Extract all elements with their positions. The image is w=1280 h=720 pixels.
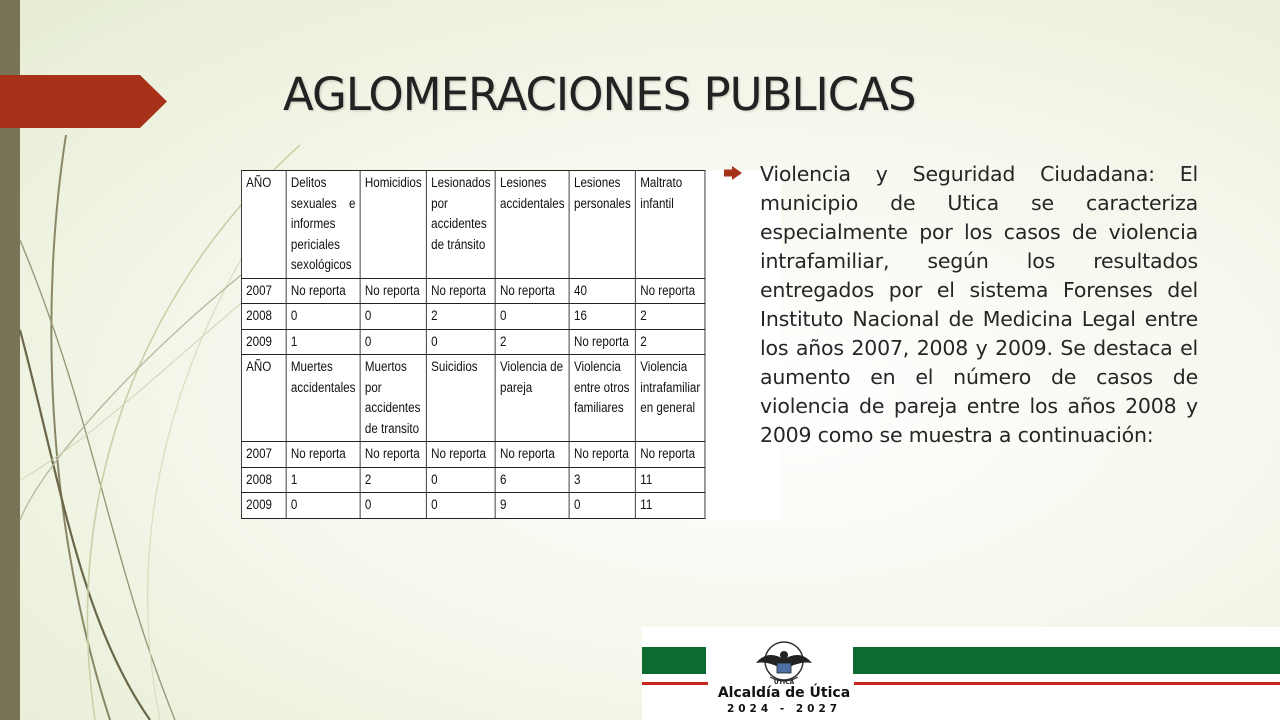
title-accent-arrow — [0, 75, 167, 128]
table-cell: No reporta — [569, 442, 635, 468]
table-cell: 0 — [286, 493, 360, 519]
table-year-cell: 2008 — [241, 467, 286, 493]
table-cell: 3 — [569, 467, 635, 493]
table-cell: 0 — [286, 304, 360, 330]
table-cell: 40 — [569, 278, 635, 304]
table-cell: 2 — [360, 467, 426, 493]
logo-green-stripe-right — [853, 647, 1280, 674]
table-cell: Violencia entre otros familiares — [569, 355, 635, 442]
table-cell: No reporta — [636, 442, 705, 468]
table-cell: 0 — [426, 467, 495, 493]
table-cell: 9 — [495, 493, 569, 519]
table-row — [241, 329, 705, 355]
alcaldia-logo-banner — [642, 627, 1280, 720]
table-cell: No reporta — [426, 442, 495, 468]
table-cell: No reporta — [426, 278, 495, 304]
table-cell: 2 — [426, 304, 495, 330]
bullet-paragraph — [724, 160, 1198, 450]
table-year-cell: 2007 — [241, 442, 286, 468]
table-cell: Muertes accidentales — [286, 355, 360, 442]
table-cell: Violencia intrafamiliar en general — [636, 355, 705, 442]
table-cell: 0 — [569, 493, 635, 519]
table-cell: No reporta — [495, 278, 569, 304]
table-cell: No reporta — [286, 278, 360, 304]
table-cell: 2 — [636, 329, 705, 355]
table-cell: No reporta — [636, 278, 705, 304]
table-cell: 0 — [426, 329, 495, 355]
table-cell: 6 — [495, 467, 569, 493]
table-year-cell: AÑO — [241, 355, 286, 442]
table-cell: 16 — [569, 304, 635, 330]
table-cell: Maltrato infantil — [636, 171, 705, 279]
table-cell: No reporta — [360, 442, 426, 468]
slide-title: AGLOMERACIONES PUBLICAS — [283, 68, 916, 121]
emblem-text: UTICA — [773, 679, 795, 686]
table-row — [241, 278, 705, 304]
table-row — [241, 442, 705, 468]
table-cell: 11 — [636, 493, 705, 519]
statistics-table-wrapper — [241, 170, 781, 519]
logo-years: 2024 - 2027 — [726, 703, 842, 715]
table-cell: Violencia de pareja — [495, 355, 569, 442]
table-cell: 0 — [426, 493, 495, 519]
table-cell: 2 — [495, 329, 569, 355]
table-cell: Delitos sexuales e informes periciales sexológicos — [286, 171, 360, 279]
table-cell: No reporta — [495, 442, 569, 468]
table-cell: No reporta — [286, 442, 360, 468]
table-row — [241, 304, 705, 330]
table-cell: Lesiones accidentales — [495, 171, 569, 279]
table-cell: 0 — [360, 304, 426, 330]
table-year-cell: 2007 — [241, 278, 286, 304]
table-cell: 2 — [636, 304, 705, 330]
logo-green-stripe-left — [642, 647, 706, 674]
table-cell: No reporta — [569, 329, 635, 355]
table-year-cell: AÑO — [241, 171, 286, 279]
table-year-cell: 2009 — [241, 329, 286, 355]
statistics-table — [241, 170, 705, 519]
table-cell: Suicidios — [426, 355, 495, 442]
table-row — [241, 493, 705, 519]
table-year-cell: 2008 — [241, 304, 286, 330]
table-year-cell: 2009 — [241, 493, 286, 519]
table-cell: 1 — [286, 329, 360, 355]
table-cell: 11 — [636, 467, 705, 493]
table-cell: 0 — [360, 329, 426, 355]
table-cell: 0 — [495, 304, 569, 330]
table-cell: 0 — [360, 493, 426, 519]
table-cell: Homicidios — [360, 171, 426, 279]
table-cell: No reporta — [360, 278, 426, 304]
table-cell: Lesionados por accidentes de tránsito — [426, 171, 495, 279]
table-cell: Muertos por accidentes de transito — [360, 355, 426, 442]
table-cell: 1 — [286, 467, 360, 493]
table-row — [241, 171, 705, 279]
table-row — [241, 467, 705, 493]
table-cell: Lesiones personales — [569, 171, 635, 279]
bullet-text: Violencia y Seguridad Ciudadana: El municipio de Utica se caracteriza especialmente por los casos de violencia intrafamiliar, según los resultados entregados por el sistema Forenses del Instituto Nacional de Medicina Legal entre los años 2007, 2008 y 2009. Se destaca el aumento en el número de casos de violencia de pareja entre los años 2008 y 2009 como se muestra a continuación: — [760, 162, 1198, 447]
table-row — [241, 355, 705, 442]
arrow-bullet-icon — [724, 166, 742, 180]
logo-name: Alcaldía de Útica — [717, 685, 851, 701]
